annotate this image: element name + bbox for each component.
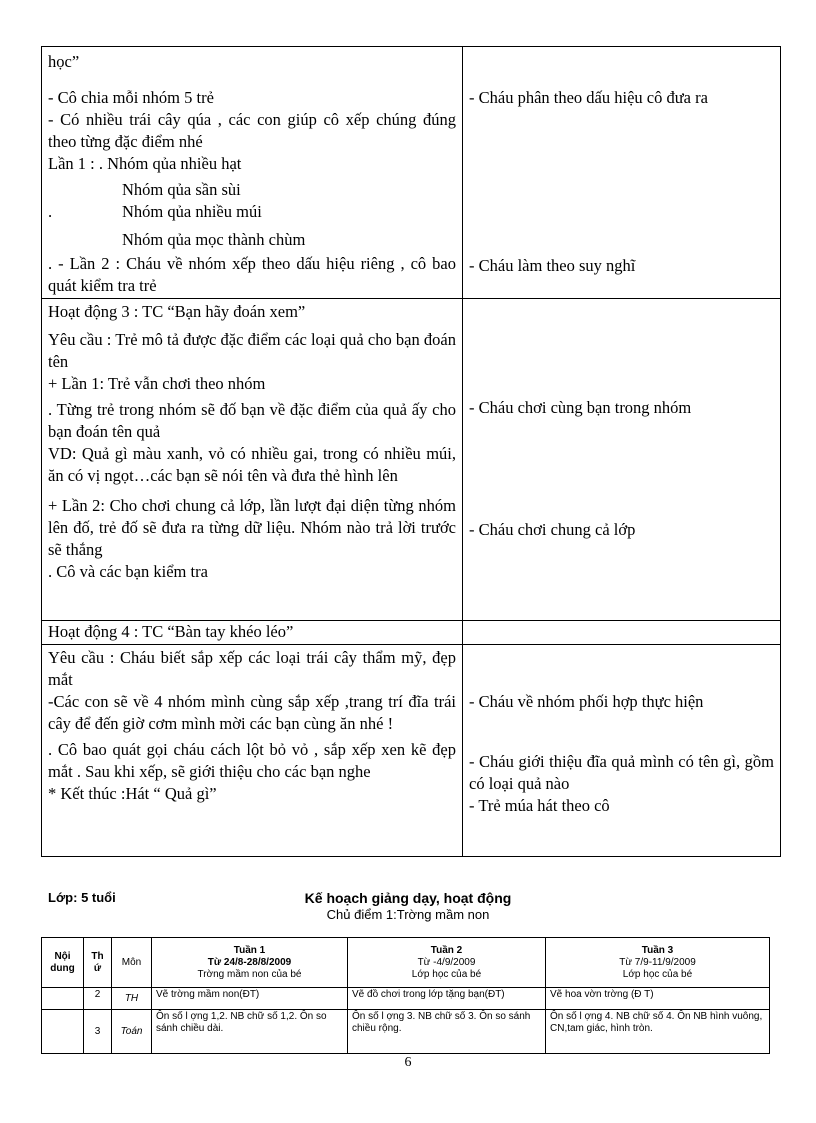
text-line: - Cháu về nhóm phối hợp thực hiện: [469, 692, 704, 711]
header-noi-dung: Nội dung: [42, 938, 84, 988]
header-thu: Th ứ: [84, 938, 112, 988]
week-dates: Từ -4/9/2009: [417, 956, 476, 968]
text-line: Hoạt động 3 : TC “Bạn hãy đoán xem”: [48, 302, 306, 321]
text-line: Nhóm qủa mọc thành chùm: [122, 230, 306, 249]
text-line: VD: Quả gì màu xanh, vỏ có nhiều gai, trong có nhiều múi, ăn có vị ngọt…các bạn sẽ nói tên và đưa thẻ hình lên: [48, 444, 456, 485]
table-row: [42, 621, 781, 645]
text-line: Lần 1 : . Nhóm qủa nhiều hạt: [48, 154, 242, 173]
text-line: [48, 201, 456, 223]
text-line: Hoạt động 4 : TC “Bàn tay khéo léo”: [48, 622, 294, 641]
text-line: - Cháu làm theo suy nghĩ: [469, 256, 636, 275]
child-activity-cell: [463, 299, 781, 621]
text-line: - Cháu chơi chung cả lớp: [469, 520, 636, 539]
text-line: . Từng trẻ trong nhóm sẽ đố bạn về đặc điểm của quả ấy cho bạn đoán tên quả: [48, 400, 456, 441]
table-row: [42, 645, 781, 857]
text-line: . Cô bao quát gọi cháu cách lột bỏ vỏ , sắp xếp xen kẽ đẹp mắt . Sau khi xếp, sẽ giới thiệu cho các bạn nghe: [48, 740, 456, 781]
week-topic: Lớp học của bé: [622, 968, 693, 980]
class-label: Lớp: 5 tuổi: [48, 890, 116, 905]
child-activity-cell: [463, 47, 781, 299]
child-activity-cell: [463, 621, 781, 645]
text-line: Yêu cầu : Trẻ mô tả được đặc điểm các loại quả cho bạn đoán tên: [48, 330, 456, 371]
text-line: + Lần 2: Cho chơi chung cả lớp, lần lượt đại diện từng nhóm lên đố, trẻ đố sẽ đưa ra từng dữ liệu. Nhóm nào trả lời trước sẽ thắng: [48, 496, 456, 559]
week-label: Tuần 2: [430, 944, 463, 956]
text-line: Nhóm qủa nhiều múi: [122, 202, 262, 221]
header-week-1: [152, 938, 348, 988]
table-row: [42, 299, 781, 621]
text-line: . - Lần 2 : Cháu về nhóm xếp theo dấu hiệu riêng , cô bao quát kiểm tra trẻ: [48, 254, 456, 295]
text-line: * Kết thúc :Hát “ Quả gì”: [48, 784, 217, 803]
thu-cell: 2: [84, 988, 112, 1010]
child-activity-cell: [463, 645, 781, 857]
teacher-activity-cell: [42, 47, 463, 299]
plan-title: Kế hoạch giảng dạy, hoạt động: [304, 890, 512, 906]
week-label: Tuần 1: [233, 944, 266, 956]
teacher-activity-cell: [42, 299, 463, 621]
thu-cell: 3: [84, 1010, 112, 1054]
plan-theme: Chủ điểm 1:Trờng mầm non: [326, 907, 490, 922]
week-1-cell: Ôn số l ợng 1,2. NB chữ số 1,2. Ôn so sánh chiều dài.: [152, 1010, 348, 1054]
week-2-cell: Vẽ đồ chơi trong lớp tặng bạn(ĐT): [348, 988, 546, 1010]
text-line: - Cháu chơi cùng bạn trong nhóm: [469, 398, 692, 417]
noi-dung-cell: [42, 1010, 84, 1054]
text-line: Nhóm qủa sần sùi: [122, 180, 241, 199]
table-header-row: [42, 938, 770, 988]
header-week-3: [546, 938, 770, 988]
text-line: - Cháu phân theo dấu hiệu cô đưa ra: [469, 88, 708, 107]
week-2-cell: Ôn số l ợng 3. NB chữ số 3. Ôn so sánh chiều rộng.: [348, 1010, 546, 1054]
mon-cell: Toán: [112, 1010, 152, 1054]
mon-cell: TH: [112, 988, 152, 1010]
header-mon: Môn: [112, 938, 152, 988]
page-number: 6: [404, 1055, 412, 1070]
text-line: - Trẻ múa hát theo cô: [469, 796, 610, 815]
text-dot: .: [48, 202, 53, 221]
activity-table: [41, 46, 781, 857]
week-topic: Trờng mầm non của bé: [197, 968, 302, 980]
noi-dung-cell: [42, 988, 84, 1010]
text-line: Yêu cầu : Cháu biết sắp xếp các loại trái cây thẩm mỹ, đẹp mắt: [48, 648, 456, 689]
table-row: [42, 47, 781, 299]
text-line: - Có nhiều trái cây qúa , các con giúp cô xếp chúng đúng theo từng đặc điểm nhé: [48, 110, 456, 151]
text-line: - Cháu giới thiệu đĩa quả mình có tên gì, gồm có loại quả nào: [469, 752, 774, 793]
header-week-2: [348, 938, 546, 988]
teacher-activity-cell: [42, 621, 463, 645]
week-1-cell: Vẽ trờng mầm non(ĐT): [152, 988, 348, 1010]
week-3-cell: Ôn số l ợng 4. NB chữ số 4. Ôn NB hình vuông, CN,tam giác, hình tròn.: [546, 1010, 770, 1054]
table-row: [42, 1010, 770, 1054]
week-label: Tuần 3: [641, 944, 674, 956]
teacher-activity-cell: [42, 645, 463, 857]
table-row: [42, 988, 770, 1010]
week-3-cell: Vẽ hoa vờn trờng (Đ T): [546, 988, 770, 1010]
text-line: . Cô và các bạn kiểm tra: [48, 562, 208, 581]
text-line: -Các con sẽ về 4 nhóm mình cùng sắp xếp ,trang trí đĩa trái cây để đến giờ cơm mình mời các bạn cùng ăn nhé !: [48, 692, 456, 733]
text-line: + Lần 1: Trẻ vẫn chơi theo nhóm: [48, 374, 266, 393]
week-dates: Từ 7/9-11/9/2009: [619, 956, 696, 968]
text-line: học”: [48, 52, 80, 71]
text-line: - Cô chia mỗi nhóm 5 trẻ: [48, 88, 214, 107]
week-topic: Lớp học của bé: [411, 968, 482, 980]
week-dates: Từ 24/8-28/8/2009: [207, 956, 292, 968]
